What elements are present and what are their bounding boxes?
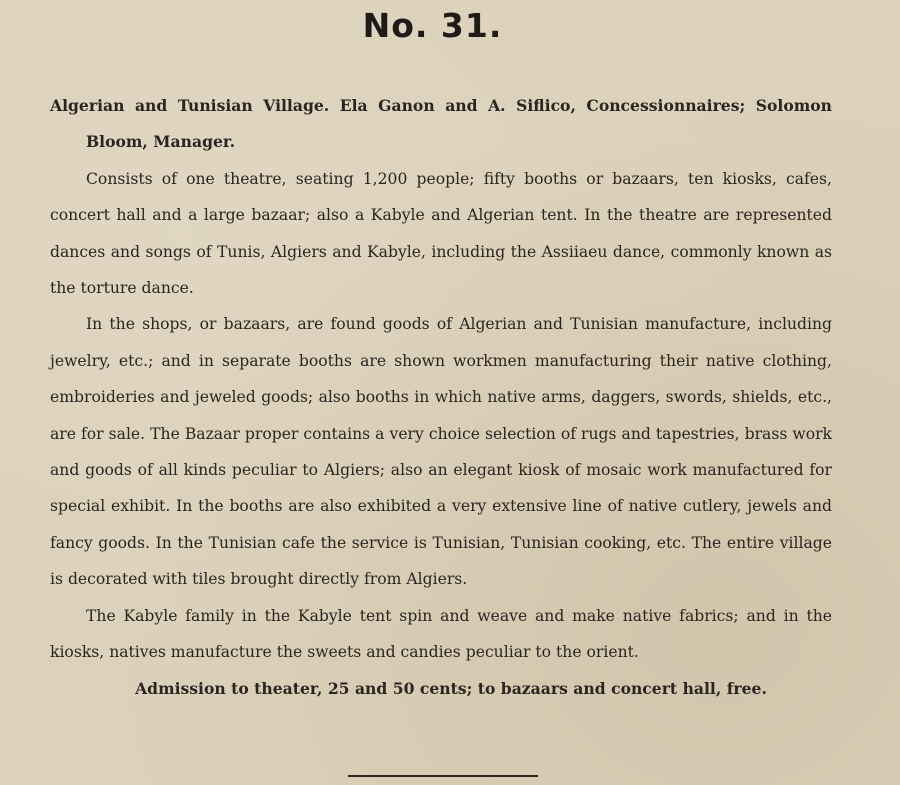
paragraph-kabyle: The Kabyle family in the Kabyle tent spin and weave and make native fabrics; and in the kiosks, natives manufacture the sweets and candies peculiar to the orient. [50,606,832,662]
admission-line: Admission to theater, 25 and 50 cents; to bazaars and concert hall, free. [135,678,767,698]
paragraph-bazaars: In the shops, or bazaars, are found goods of Algerian and Tunisian manufacture, including jewelry, etc.; and in separate booths are shown workmen manufacturing their native clothing, embroideries and jeweled goods; also booths in which native arms, daggers, swords, shields, etc., are for sale. The Bazaar proper contains a very choice selection of rugs and tapestries, brass work and goods of all kinds peculiar to Algiers; also an elegant kiosk of mosaic work manufactured for special exhibit. In the booths are also exhibited a very extensive line of native cutlery, jewels and fancy goods. In the Tunisian cafe the service is Tunisian, Tunisian cooking, etc. The entire village is decorated with tiles brought directly from Algiers. [50,315,832,589]
entry [50,88,832,707]
page-number-heading: No. 31. [362,6,503,45]
section-divider [348,775,538,777]
paragraph-description: Consists of one theatre, seating 1,200 people; fifty booths or bazaars, ten kiosks, cafes, concert hall and a large bazaar; also a Kabyle and Algerian tent. In the theatre are represented dances and songs of Tunis, Algiers and Kabyle, including the Assiiaeu dance, commonly known as the torture dance. [50,169,832,298]
entry-heading: Algerian and Tunisian Village. Ela Ganon and A. Siflico, Concessionnaires; Solomon Bloom, Manager. [50,96,832,152]
